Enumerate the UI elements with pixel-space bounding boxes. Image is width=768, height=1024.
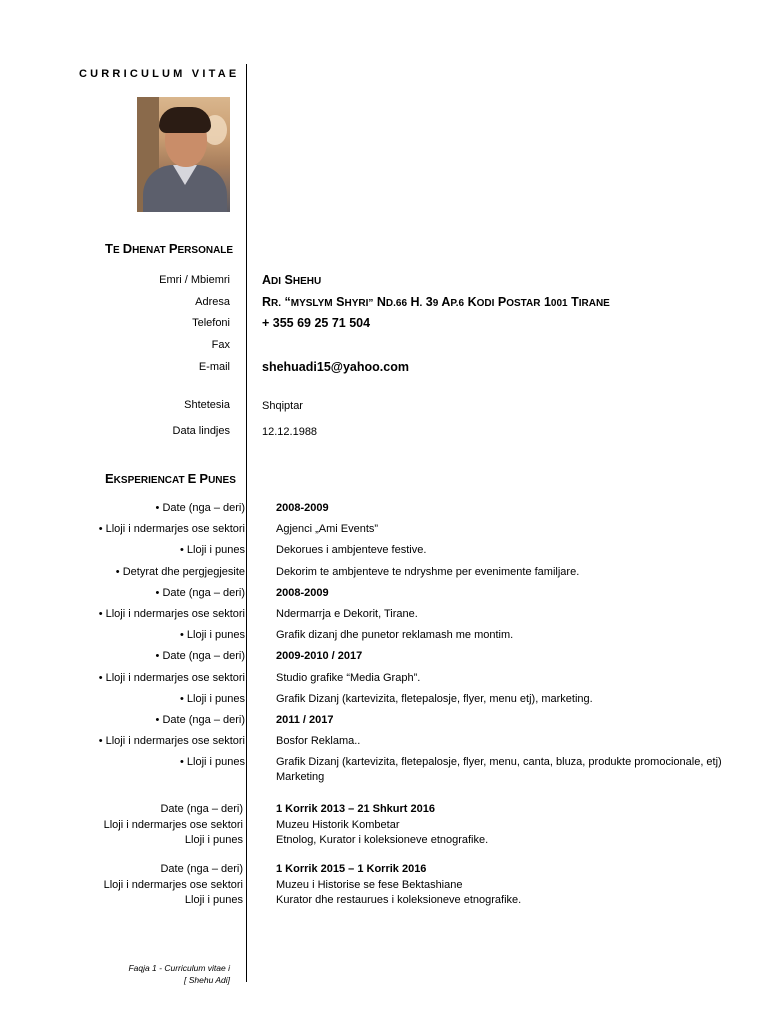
experience-block-label: Lloji i ndermarjes ose sektori <box>103 878 243 891</box>
experience-label: • Lloji i ndermarjes ose sektori <box>98 523 245 535</box>
personal-value: shehuadi15@yahoo.com <box>262 360 409 374</box>
experience-label: • Lloji i punes <box>179 756 245 768</box>
personal-value: Shqiptar <box>262 400 303 412</box>
page-footer <box>128 962 230 986</box>
experience-label: • Detyrat dhe pergjegjesite <box>115 566 245 578</box>
experience-value-continued: Marketing <box>276 771 325 783</box>
experience-block-label: Lloji i ndermarjes ose sektori <box>103 818 243 831</box>
experience-value: Grafik dizanj dhe punetor reklamash me montim. <box>276 629 514 641</box>
personal-label: Shtetesia <box>184 399 230 411</box>
cv-title: CURRICULUM VITAE <box>79 68 240 80</box>
experience-label: • Lloji i punes <box>179 693 245 705</box>
personal-value: RR. “MYSLYM SHYRI” ND.66 H. 39 AP.6 KODI POSTAR 1001 TIRANE <box>262 295 610 309</box>
experience-value: Grafik Dizanj (kartevizita, fletepalosje, flyer, menu etj), marketing. <box>276 693 593 705</box>
experience-block-label: Date (nga – deri) <box>160 863 243 875</box>
experience-value: 2008-2009 <box>276 587 329 599</box>
experience-label: • Lloji i punes <box>179 544 245 556</box>
experience-label: • Date (nga – deri) <box>155 714 245 726</box>
experience-label: • Lloji i ndermarjes ose sektori <box>98 608 245 620</box>
experience-value: Ndermarrja e Dekorit, Tirane. <box>276 608 418 620</box>
experience-value: 2011 / 2017 <box>276 714 334 726</box>
experience-label: • Lloji i punes <box>179 629 245 641</box>
personal-value: ADI SHEHU <box>262 273 322 287</box>
section-heading-personal <box>105 241 233 256</box>
experience-value: Grafik Dizanj (kartevizita, fletepalosje, flyer, menu, canta, bluza, produkte promocionale, etj) <box>276 756 722 768</box>
experience-block-label: Lloji i punes <box>184 834 243 846</box>
experience-block-value: 1 Korrik 2013 – 21 Shkurt 2016 <box>276 803 435 815</box>
section-heading-personal-text: TE DHENAT PERSONALE <box>105 241 234 256</box>
experience-label: • Lloji i ndermarjes ose sektori <box>98 735 245 747</box>
experience-label: • Date (nga – deri) <box>155 587 245 599</box>
footer-line-1: Faqja 1 - Curriculum vitae i <box>128 963 230 973</box>
experience-label: • Date (nga – deri) <box>155 650 245 662</box>
personal-label: E-mail <box>198 361 230 373</box>
section-heading-experience-text: EKSPERIENCAT E PUNES <box>105 471 236 486</box>
experience-value: 2008-2009 <box>276 502 329 514</box>
personal-value: + 355 69 25 71 504 <box>262 316 371 330</box>
profile-photo <box>137 97 230 212</box>
section-heading-experience <box>105 471 236 486</box>
vertical-divider <box>246 64 247 982</box>
experience-label: • Lloji i ndermarjes ose sektori <box>98 672 245 684</box>
experience-block-value: 1 Korrik 2015 – 1 Korrik 2016 <box>276 863 427 875</box>
experience-value: Dekorim te ambjenteve te ndryshme per evenimente familjare. <box>276 566 580 578</box>
experience-value: Agjenci „Ami Events” <box>276 523 379 535</box>
experience-value: 2009-2010 / 2017 <box>276 650 363 662</box>
experience-block-label: Lloji i punes <box>184 894 243 906</box>
personal-value: 12.12.1988 <box>262 426 318 438</box>
experience-block-value: Muzeu i Historise se fese Bektashiane <box>276 878 463 891</box>
personal-label: Data lindjes <box>172 425 230 437</box>
personal-label: Fax <box>211 339 230 351</box>
experience-block-value: Etnolog, Kurator i koleksioneve etnografike. <box>276 834 489 846</box>
footer-line-2: [ Shehu Adi] <box>184 975 230 985</box>
experience-value: Dekorues i ambjenteve festive. <box>276 544 427 556</box>
personal-label: Adresa <box>195 296 230 308</box>
experience-value: Bosfor Reklama.. <box>276 735 361 747</box>
experience-block-label: Date (nga – deri) <box>160 803 243 815</box>
experience-block-value: Kurator dhe restaurues i koleksioneve etnografike. <box>276 894 522 906</box>
personal-label: Emri / Mbiemri <box>159 274 230 286</box>
experience-value: Studio grafike “Media Graph”. <box>276 672 421 684</box>
experience-block-value: Muzeu Historik Kombetar <box>276 818 400 831</box>
experience-label: • Date (nga – deri) <box>155 502 245 514</box>
personal-label: Telefoni <box>192 317 230 329</box>
